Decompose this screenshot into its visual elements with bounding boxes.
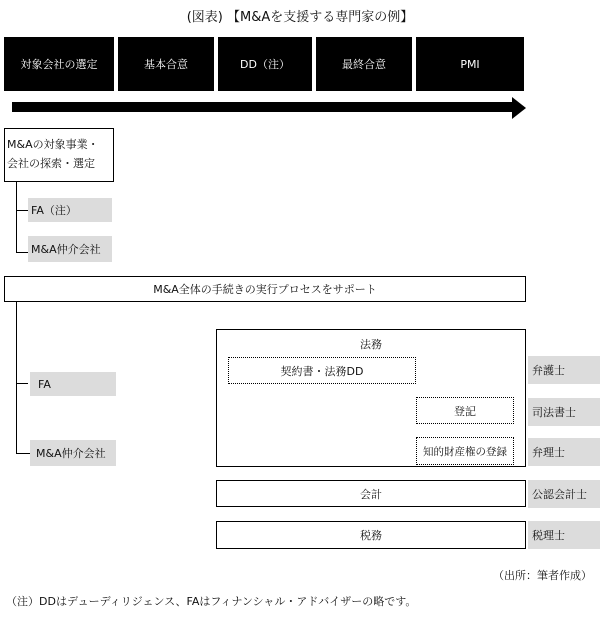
lower-connector-broker: [16, 453, 30, 454]
professional-cpa: 公認会計士: [528, 480, 600, 508]
upper-item-ma-broker: M&A仲介会社: [28, 236, 112, 262]
footnote: （注）DDはデューディリジェンス、FAはフィナンシャル・アドバイザーの略です。: [6, 595, 417, 608]
lower-item-fa: FA: [30, 372, 116, 396]
upper-connector-fa: [16, 210, 28, 211]
process-arrow-head: [512, 97, 526, 119]
lower-item-ma-broker: M&A仲介会社: [30, 440, 116, 466]
contract-legal-dd-box: 契約書・法務DD: [228, 357, 416, 384]
process-arrow-shaft: [12, 102, 514, 112]
phase-final-agreement: 最終合意: [316, 37, 412, 91]
accounting-box: 会計: [216, 480, 526, 507]
upper-connector-vertical: [16, 182, 17, 252]
phase-target-selection: 対象会社の選定: [4, 37, 114, 91]
phase-pmi: PMI: [416, 37, 524, 91]
support-process-bar: M&A全体の手続きの実行プロセスをサポート: [4, 276, 526, 302]
lower-connector-vertical: [16, 302, 17, 453]
phase-dd: DD（注）: [218, 37, 312, 91]
upper-item-fa: FA（注）: [28, 198, 112, 222]
search-selection-box: [4, 128, 114, 182]
search-box-line-2: 会社の探索・選定: [7, 157, 95, 170]
registration-box: 登記: [416, 397, 514, 424]
professional-lawyer: 弁護士: [528, 356, 600, 384]
diagram-title: (図表) 【M&Aを支援する専門家の例】: [186, 10, 414, 25]
ip-registration-box: 知的財産権の登録: [416, 437, 514, 465]
professional-judicial-scrivener: 司法書士: [528, 398, 600, 426]
professional-patent-attorney: 弁理士: [528, 438, 600, 466]
professional-tax-accountant: 税理士: [528, 521, 600, 549]
search-box-line-1: M&Aの対象事業・: [7, 138, 99, 151]
tax-box: 税務: [216, 521, 526, 549]
lower-connector-fa: [16, 383, 28, 384]
phase-basic-agreement: 基本合意: [118, 37, 214, 91]
upper-connector-broker: [16, 252, 28, 253]
legal-label: 法務: [360, 338, 382, 351]
source-note: （出所：筆者作成）: [493, 569, 592, 582]
